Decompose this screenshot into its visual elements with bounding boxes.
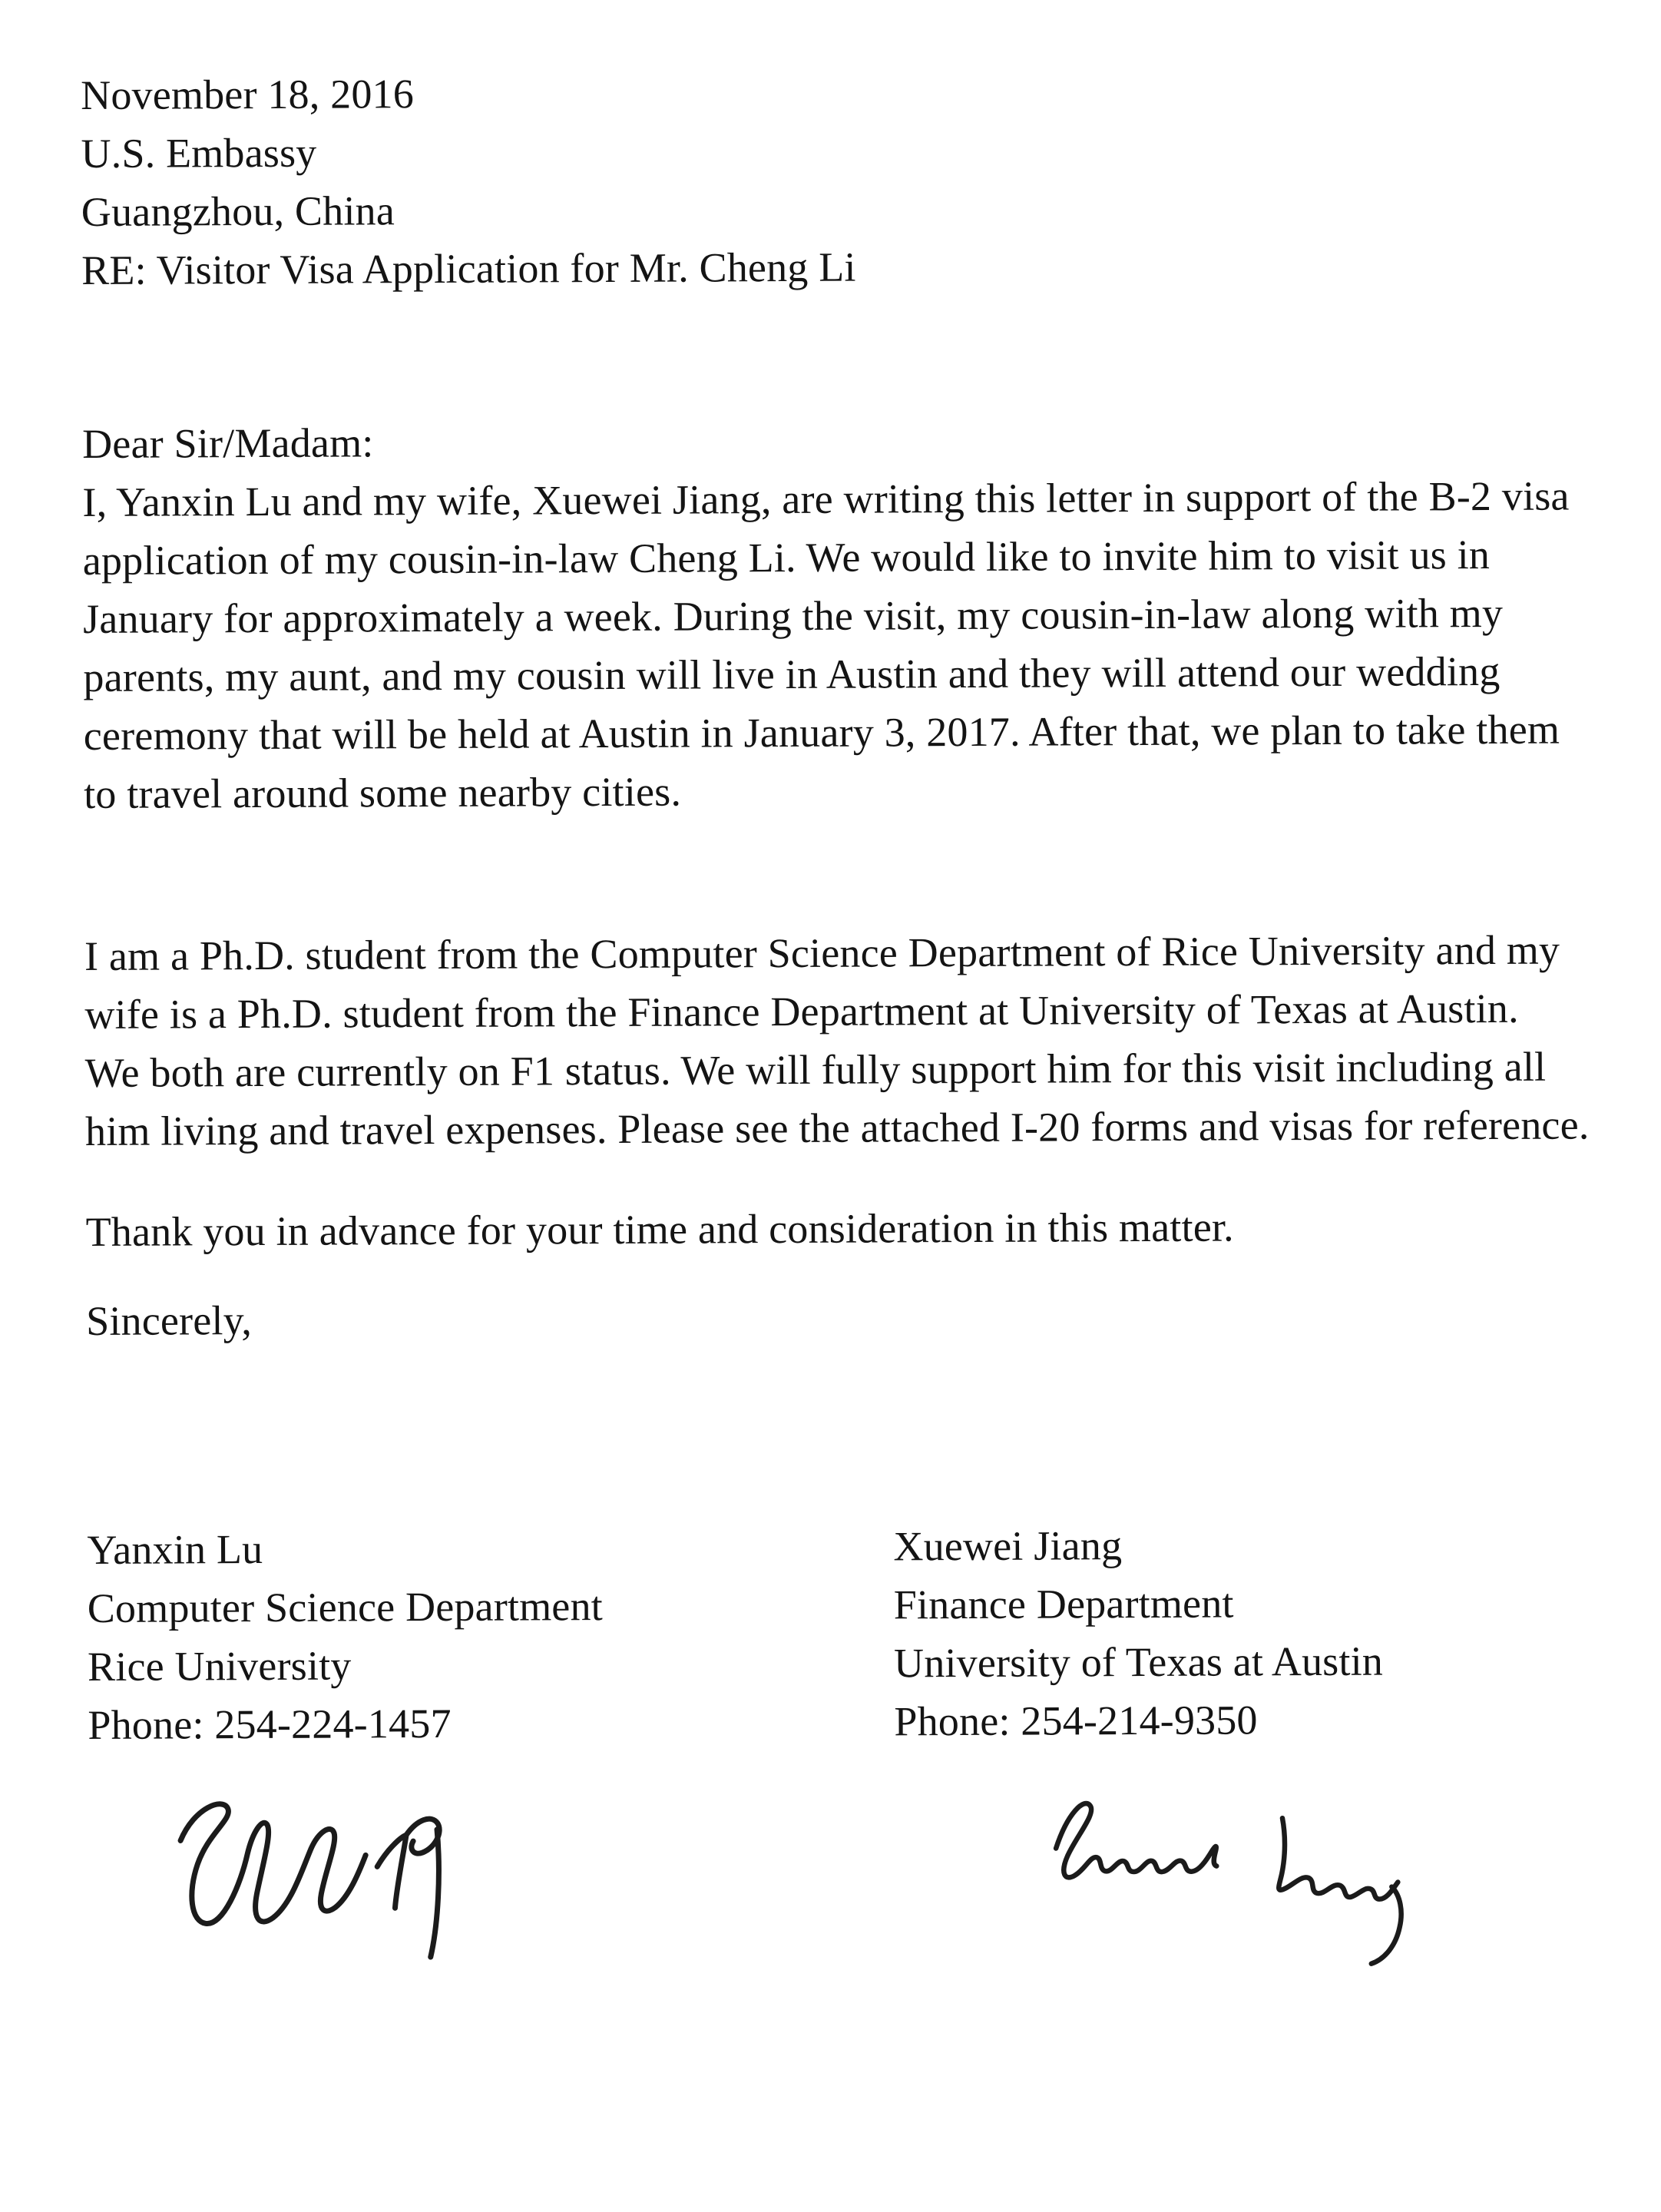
letter-content (81, 59, 1634, 1983)
spacer (81, 293, 1627, 415)
paragraph-line: I am a Ph.D. student from the Computer Science Department of Rice University and my (84, 926, 1560, 979)
recipient-org: U.S. Embassy (81, 129, 317, 177)
signature-blocks (87, 1514, 1634, 1983)
letter-header (81, 59, 1626, 300)
thanks-line: Thank you in advance for your time and consideration in this matter. (85, 1204, 1234, 1255)
salutation: Dear Sir/Madam: (82, 419, 374, 467)
paragraph-line: him living and travel expenses. Please see the attached I-20 forms and visas for reference. (84, 1101, 1590, 1154)
paragraph-line: I, Yanxin Lu and my wife, Xuewei Jiang, are writing this letter in support of the B-2 visa (82, 472, 1570, 525)
signer-department: Finance Department (893, 1580, 1234, 1628)
paragraph-2 (84, 920, 1630, 1161)
paragraph-line: to travel around some nearby cities. (84, 768, 682, 817)
spacer (84, 816, 1630, 927)
signer-name: Yanxin Lu (87, 1525, 263, 1573)
paragraph-line: We both are currently on F1 status. We will fully support him for this visit including all (84, 1043, 1547, 1096)
signer-institution: University of Texas at Austin (893, 1637, 1384, 1687)
letter-date: November 18, 2016 (81, 71, 415, 118)
signer-name: Xuewei Jiang (893, 1522, 1123, 1570)
signer-phone: Phone: 254-224-1457 (88, 1700, 452, 1748)
xuewei-jiang-handwritten-signature-icon (983, 1770, 1506, 1979)
paragraph-line: ceremony that will be held at Austin in January 3, 2017. After that, we plan to take them (83, 706, 1560, 759)
subject-line: RE: Visitor Visa Application for Mr. Cheng Li (81, 243, 856, 293)
spacer (85, 1154, 1630, 1203)
signer-block-yanxin-lu (87, 1517, 895, 1968)
spacer (86, 1343, 1632, 1521)
paragraph-line: application of my cousin-in-law Cheng Li. We would like to invite him to visit us in (82, 531, 1491, 584)
paragraph-line: January for approximately a week. During the visit, my cousin-in-law along with my (83, 589, 1504, 642)
signer-block-xuewei-jiang (893, 1514, 1634, 1979)
signer-phone: Phone: 254-214-9350 (894, 1697, 1258, 1745)
recipient-city: Guangzhou, China (81, 187, 395, 235)
signer-department: Computer Science Department (87, 1583, 604, 1631)
paragraph-line: parents, my aunt, and my cousin will live in Austin and they will attend our wedding (83, 647, 1501, 700)
signer-institution: Rice University (87, 1642, 352, 1690)
paragraph-1 (82, 408, 1629, 823)
closing-line: Sincerely, (85, 1297, 253, 1344)
paragraph-line: wife is a Ph.D. student from the Finance Department at University of Texas at Austin. (84, 985, 1519, 1038)
yanxin-lu-handwritten-signature-icon (150, 1774, 519, 1968)
